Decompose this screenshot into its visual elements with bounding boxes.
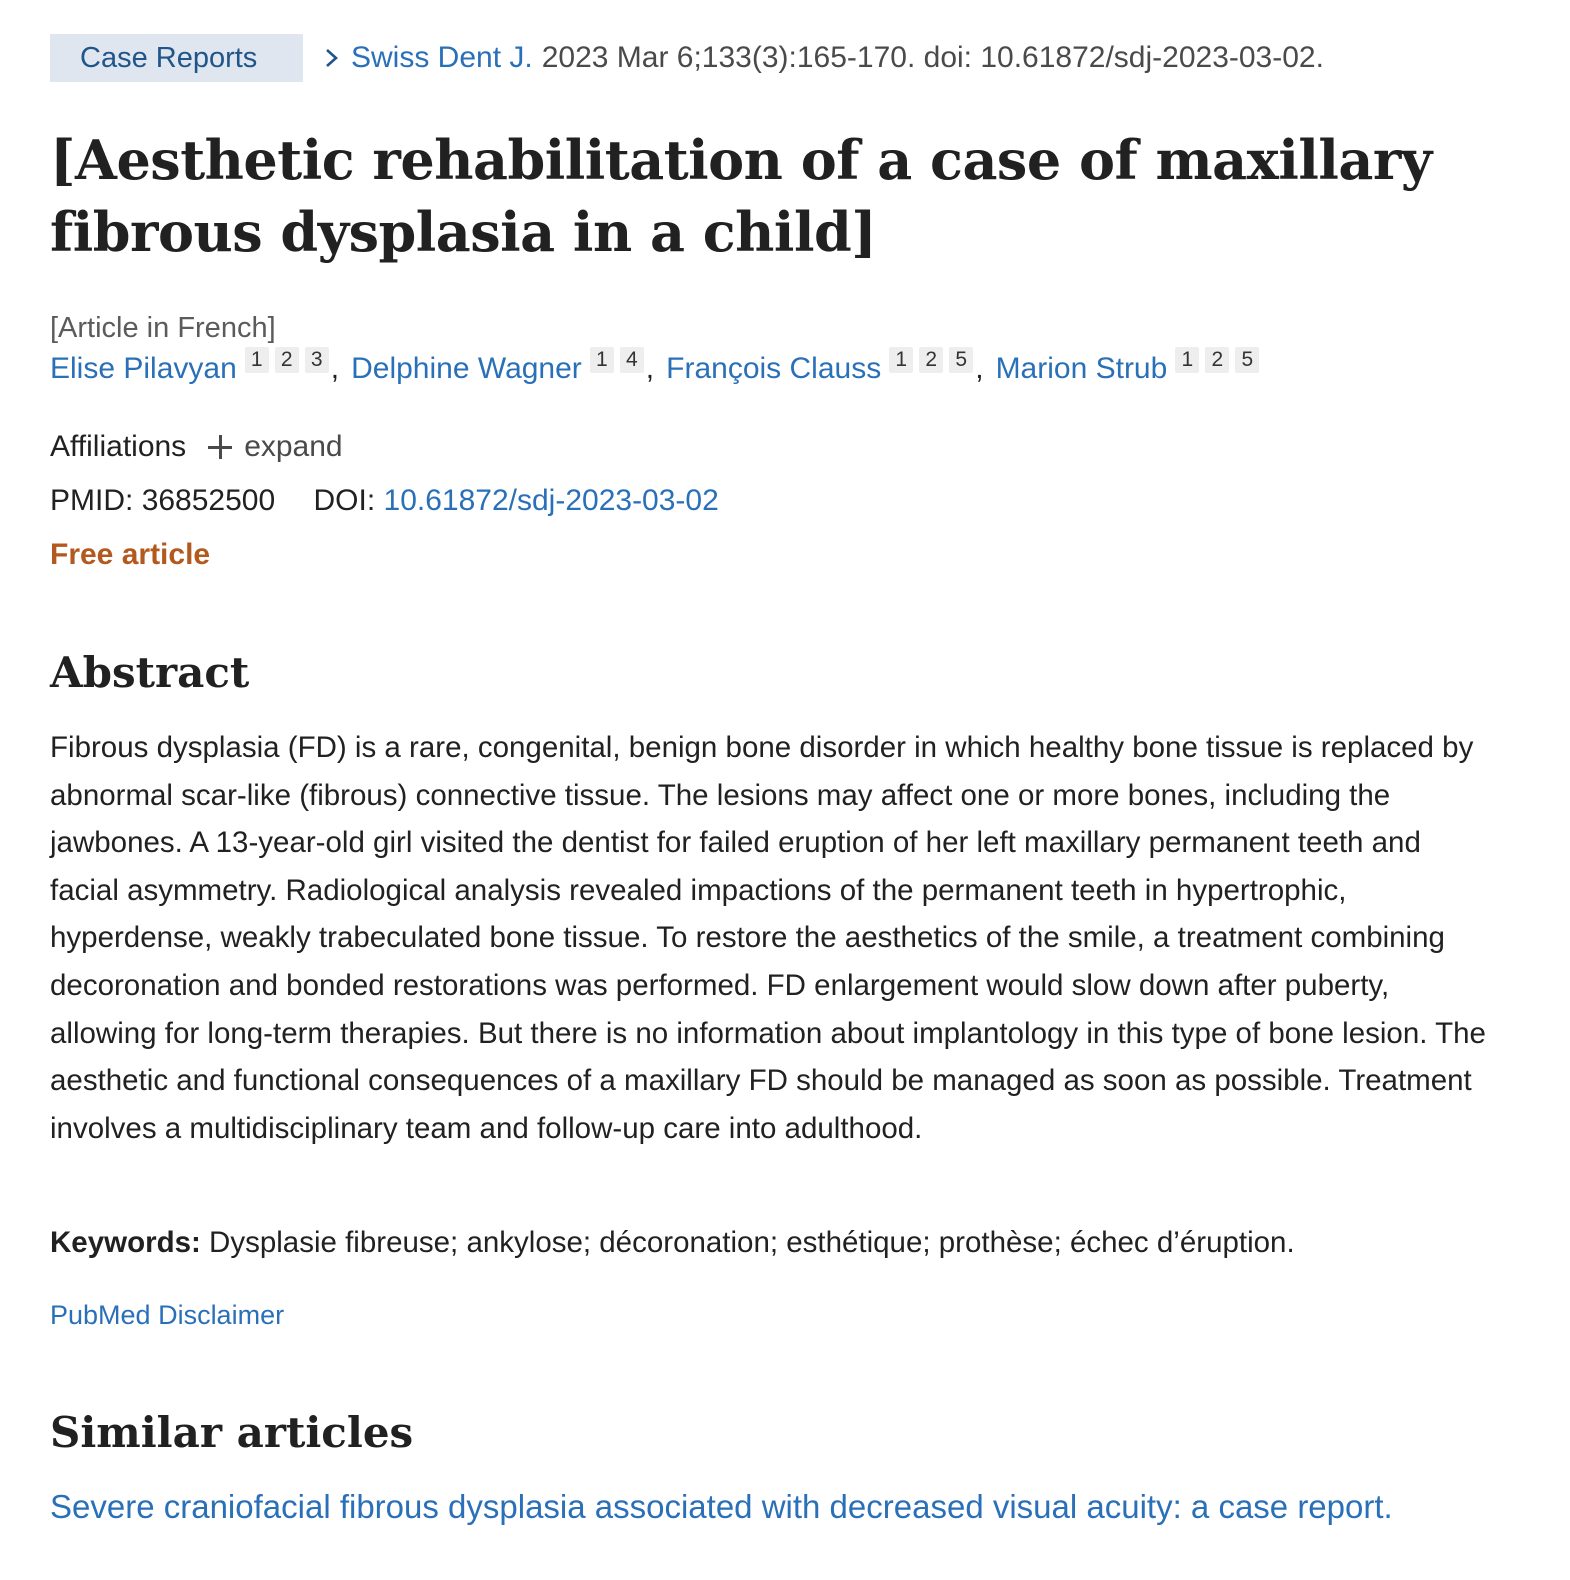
author-link[interactable]: Elise Pilavyan <box>50 352 237 385</box>
author-affiliation-refs <box>590 347 650 373</box>
affiliations-row <box>50 430 343 464</box>
chevron-right-icon <box>323 46 341 70</box>
doi-label: DOI: <box>313 484 376 517</box>
affiliations-label: Affiliations <box>50 430 187 463</box>
free-article-badge: Free article <box>50 538 211 571</box>
affiliation-ref[interactable]: 2 <box>1205 347 1229 373</box>
journal-link[interactable]: Swiss Dent J. <box>351 41 533 74</box>
article-header <box>50 34 1324 82</box>
keywords-list: Dysplasie fibreuse; ankylose; décoronation; esthétique; prothèse; échec d’éruption. <box>209 1226 1295 1259</box>
citation-text: 2023 Mar 6;133(3):165-170. doi: 10.61872/sdj-2023-03-02. <box>541 41 1324 74</box>
affiliation-ref[interactable]: 5 <box>1235 347 1259 373</box>
author-link[interactable]: Marion Strub <box>995 352 1168 385</box>
author-affiliation-refs <box>889 347 979 373</box>
abstract-heading: Abstract <box>50 648 250 697</box>
affiliation-ref[interactable]: 2 <box>275 347 299 373</box>
keywords-line <box>50 1226 1490 1260</box>
author-link[interactable]: François Clauss <box>666 352 882 385</box>
pmid-value: 36852500 <box>141 484 276 517</box>
author-separator: , <box>645 352 655 385</box>
author-separator: , <box>330 352 340 385</box>
affiliation-ref[interactable]: 1 <box>590 347 614 373</box>
doi-link[interactable]: 10.61872/sdj-2023-03-02 <box>383 484 719 517</box>
affiliation-ref[interactable]: 1 <box>1175 347 1199 373</box>
affiliation-ref[interactable]: 1 <box>889 347 913 373</box>
expand-label: expand <box>244 430 343 463</box>
identifiers-row <box>50 484 719 518</box>
author-affiliation-refs <box>1175 347 1265 373</box>
page-title: [Aesthetic rehabilitation of a case of maxillary fibrous dysplasia in a child] <box>50 128 1432 264</box>
abstract-text: Fibrous dysplasia (FD) is a rare, congenital, benign bone disorder in which healthy bone tissue is replaced by abnormal scar-like (fibrous) connective tissue. The lesions may affect one or more bones, including the jawbones. A 13-year-old girl visited the dentist for failed eruption of her left maxillary permanent teeth and facial asymmetry. Radiological analysis revealed impactions of the permanent teeth in hypertrophic, hyperdense, weakly trabeculated bone tissue. To restore the aesthetics of the smile, a treatment combining decoronation and bonded restorations was performed. FD enlargement would slow down after puberty, allowing for long-term therapies. But there is no information about implantology in this type of bone lesion. The aesthetic and functional consequences of a maxillary FD should be managed as soon as possible. Treatment involves a multidisciplinary team and follow-up care into adulthood. <box>50 731 1486 1145</box>
affiliations-expand-button[interactable] <box>208 430 342 464</box>
author-separator: , <box>975 352 984 385</box>
author-link[interactable]: Delphine Wagner <box>351 352 582 385</box>
affiliation-ref[interactable]: 1 <box>245 347 269 373</box>
publication-type-badge[interactable]: Case Reports <box>50 34 303 82</box>
affiliation-ref[interactable]: 5 <box>949 347 973 373</box>
keywords-label: Keywords: <box>50 1226 201 1259</box>
affiliation-ref[interactable]: 3 <box>305 347 329 373</box>
author-list <box>50 348 1265 386</box>
author-affiliation-refs <box>245 347 335 373</box>
similar-articles-heading: Similar articles <box>50 1408 414 1457</box>
pubmed-disclaimer-link[interactable]: PubMed Disclaimer <box>50 1300 285 1330</box>
similar-article-link[interactable]: Severe craniofacial fibrous dysplasia associated with decreased visual acuity: a case report. <box>50 1488 1393 1525</box>
plus-icon <box>208 435 232 459</box>
pmid-label: PMID: <box>50 484 134 517</box>
language-note: [Article in French] <box>50 312 276 344</box>
affiliation-ref[interactable]: 4 <box>620 347 644 373</box>
affiliation-ref[interactable]: 2 <box>919 347 943 373</box>
